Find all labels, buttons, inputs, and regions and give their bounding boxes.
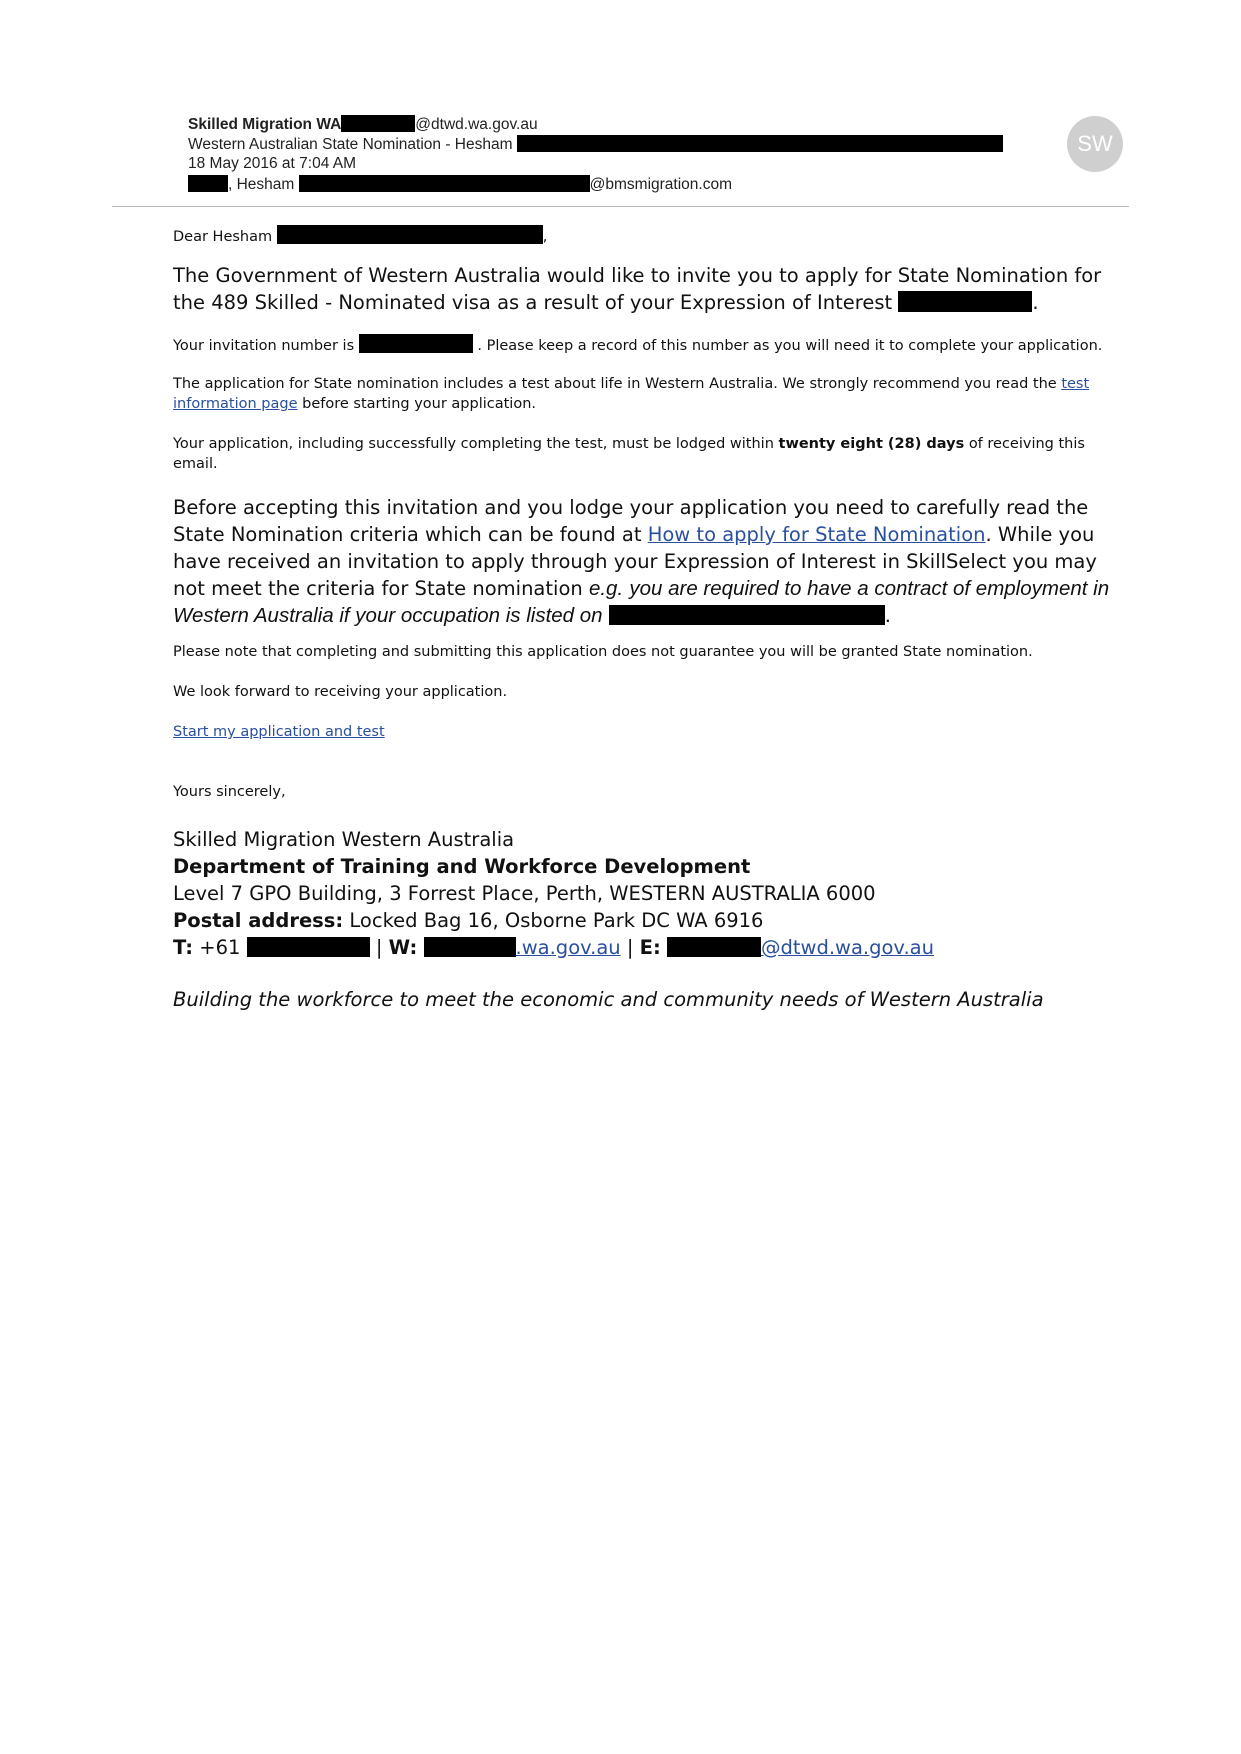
criteria-punct: .	[884, 604, 891, 627]
deadline-text: Your application, including successfully completing the test, must be lodged within	[173, 436, 774, 452]
phone-label: T:	[173, 936, 194, 959]
redaction-block	[341, 115, 415, 132]
date-value: 18 May 2016 at 7:04 AM	[188, 155, 357, 172]
salutation-punct: ,	[542, 229, 548, 245]
criteria-eg: e.g.	[588, 577, 624, 600]
test-text-end: before starting your application.	[302, 396, 537, 412]
criteria-text: Before accepting this invitation and you lodge your application you need to carefully read the State Nomination criteria which can be found at	[173, 496, 1089, 546]
criteria-paragraph	[173, 494, 1133, 629]
signature-dept	[173, 853, 750, 880]
to-domain: @bmsmigration.com	[589, 176, 733, 193]
postal-label: Postal address:	[173, 909, 344, 932]
start-application-link[interactable]: Start my application and test	[173, 724, 385, 740]
from-name: Skilled Migration WA	[188, 116, 342, 133]
signature-postal	[173, 907, 763, 934]
redaction-block	[299, 175, 590, 192]
redaction-block	[517, 135, 1003, 152]
test-text: The application for State nomination includes a test about life in Western Australia. We strongly recommend you read the	[173, 376, 1057, 392]
redaction-block	[424, 937, 516, 957]
criteria-italic: you are required to have a contract of employment in Western Australia if your occupation is listed on	[173, 577, 1110, 627]
start-application-row	[173, 722, 1133, 742]
invitation-paragraph	[173, 262, 1128, 316]
salutation	[173, 225, 1133, 247]
redaction-block	[188, 175, 228, 192]
phone-prefix: +61	[199, 936, 241, 959]
redaction-block	[898, 291, 1032, 312]
invitation-text: The Government of Western Australia would like to invite you to apply for State Nomination for the 489 Skilled - Nominated visa as a result of your Expression of Interest	[173, 264, 1102, 314]
email-link[interactable]: @dtwd.wa.gov.au	[760, 936, 934, 959]
subject-text: Western Australian State Nomination - Hesham	[188, 136, 513, 153]
redaction-block	[277, 225, 543, 244]
invitation-number-text: Your invitation number is	[173, 338, 355, 354]
invitation-punct: .	[1032, 291, 1039, 314]
deadline-paragraph	[173, 434, 1133, 474]
criteria-text-mid: . While you have received an invitation to apply through your Expression of Interest in SkillSelect you may not meet the criteria for State nomination	[173, 523, 1097, 600]
sender-avatar: SW	[1067, 116, 1123, 172]
test-information-link[interactable]: test information page	[173, 376, 1090, 412]
subject-value	[188, 135, 1003, 154]
email-label: E:	[639, 936, 661, 959]
signature-tagline: Building the workforce to meet the economic and community needs of Western Australia	[173, 988, 1044, 1011]
to-value	[188, 175, 732, 194]
how-to-apply-link[interactable]: How to apply for State Nomination	[647, 523, 986, 546]
web-link[interactable]: .wa.gov.au	[515, 936, 621, 959]
signature-org: Skilled Migration Western Australia	[173, 828, 515, 851]
web-label: W:	[388, 936, 418, 959]
salutation-text: Dear Hesham	[173, 229, 273, 245]
postal-value: Locked Bag 16, Osborne Park DC WA 6916	[349, 909, 764, 932]
invitation-number-paragraph	[173, 334, 1133, 356]
to-name: , Hesham	[228, 176, 295, 193]
redaction-block	[609, 605, 885, 625]
redaction-block	[359, 334, 473, 353]
redaction-block	[667, 937, 761, 957]
signature-contact	[173, 934, 934, 961]
from-value	[188, 115, 538, 134]
forward-paragraph: We look forward to receiving your application.	[173, 684, 508, 700]
test-paragraph	[173, 374, 1133, 414]
separator: |	[626, 936, 634, 959]
signature-address: Level 7 GPO Building, 3 Forrest Place, Perth, WESTERN AUSTRALIA 6000	[173, 882, 876, 905]
header-divider	[112, 206, 1129, 207]
closing: Yours sincerely,	[173, 784, 286, 800]
deadline-bold: twenty eight (28) days	[778, 436, 965, 452]
separator: |	[375, 936, 383, 959]
signature-dept-text: Department of Training and Workforce Development	[173, 855, 751, 878]
from-domain: @dtwd.wa.gov.au	[415, 116, 538, 133]
note-paragraph: Please note that completing and submitting this application does not guarantee you will be granted State nomination.	[173, 644, 1033, 660]
deadline-text-end: of receiving this email.	[173, 436, 1085, 472]
invitation-number-note: . Please keep a record of this number as you will need it to complete your application.	[477, 338, 1103, 354]
redaction-block	[247, 937, 370, 957]
